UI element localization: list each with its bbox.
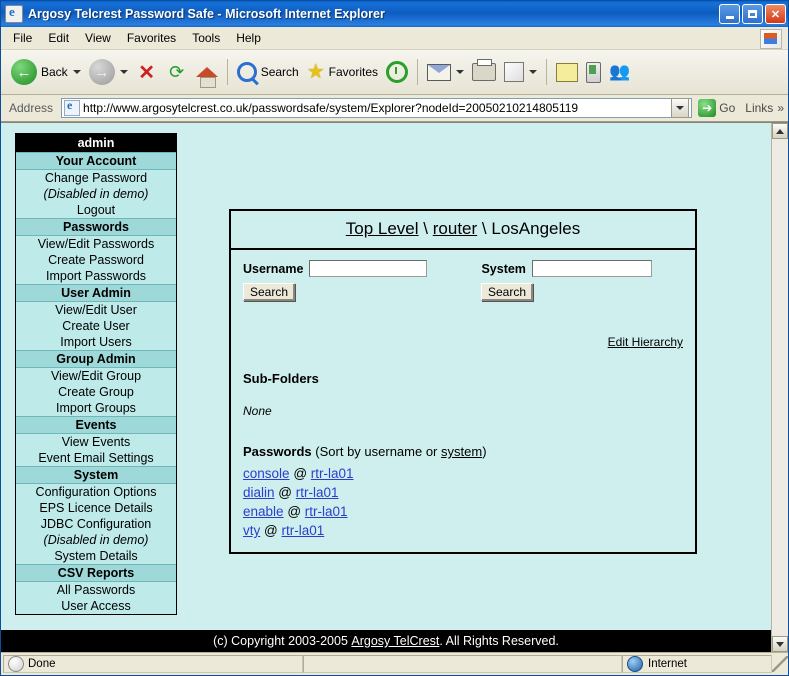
nav-item-view-edit-passwords[interactable]: View/Edit Passwords <box>37 237 155 251</box>
address-input[interactable] <box>61 98 692 118</box>
nav-item-event-email-settings[interactable]: Event Email Settings <box>38 451 154 465</box>
nav-item-view-edit-group[interactable]: View/Edit Group <box>50 369 142 383</box>
notepad-icon <box>556 63 578 82</box>
toolbar-separator-2 <box>417 59 418 85</box>
nav-current-user: admin <box>16 134 176 152</box>
sort-by-system-link[interactable]: system <box>441 444 483 459</box>
nav-item-view-edit-user[interactable]: View/Edit User <box>55 303 137 317</box>
nav-item-system-details[interactable]: System Details <box>54 549 138 563</box>
done-icon <box>8 656 24 672</box>
system-label: System <box>481 261 526 276</box>
menu-item-favorites[interactable]: Favorites <box>126 31 177 45</box>
edit-hierarchy-link[interactable]: Edit Hierarchy <box>607 335 683 349</box>
breadcrumb-item-router[interactable]: router <box>432 219 478 238</box>
home-icon <box>196 67 218 77</box>
mail-button[interactable] <box>423 53 468 91</box>
search-button[interactable] <box>233 53 303 91</box>
messenger-button[interactable] <box>605 53 634 91</box>
password-host-link[interactable]: rtr-la01 <box>304 504 348 519</box>
nav-section-user-admin: User Admin <box>16 284 176 302</box>
history-button[interactable] <box>382 53 412 91</box>
nav-item-import-users[interactable]: Import Users <box>60 335 132 349</box>
favorites-button[interactable] <box>303 53 382 91</box>
nav-item-change-password[interactable]: Change Password <box>44 171 148 185</box>
refresh-icon: ⟳ <box>169 61 185 82</box>
list-item <box>243 483 683 502</box>
edit-page-icon <box>504 62 524 82</box>
password-host-link[interactable]: rtr-la01 <box>295 485 339 500</box>
nav-item-view-events[interactable]: View Events <box>61 435 131 449</box>
page-area <box>1 122 788 652</box>
mail-icon <box>427 64 451 81</box>
search-form-row <box>243 260 683 277</box>
nav-note-jdbc-disabled: (Disabled in demo) <box>43 533 149 547</box>
nav-section-your-account: Your Account <box>16 152 176 170</box>
search-buttons-row <box>243 283 683 301</box>
mobile-device-icon <box>586 62 601 83</box>
ie-document-icon <box>5 5 23 23</box>
stop-button[interactable] <box>132 53 162 91</box>
resize-grip[interactable] <box>772 656 788 672</box>
nav-item-all-passwords[interactable]: All Passwords <box>56 583 136 597</box>
device-button[interactable] <box>582 53 605 91</box>
chevron-down-icon <box>776 642 784 647</box>
scroll-up-button[interactable] <box>772 123 788 139</box>
menu-item-view[interactable]: View <box>85 31 111 45</box>
back-arrow-icon: ← <box>11 59 37 85</box>
menu-bar <box>1 27 788 50</box>
passwords-sort-suffix: ) <box>482 444 487 459</box>
back-button[interactable] <box>7 53 85 91</box>
security-zone-text: Internet <box>648 658 687 670</box>
page-footer <box>1 630 771 652</box>
stop-icon: ✕ <box>138 61 156 84</box>
chevron-up-icon <box>776 129 784 134</box>
argosy-telcrest-link[interactable]: Argosy TelCrest <box>351 634 440 648</box>
back-dropdown-icon[interactable] <box>73 70 81 74</box>
password-user-link[interactable]: console <box>243 466 290 481</box>
list-item <box>243 502 683 521</box>
mail-dropdown-icon[interactable] <box>456 70 464 74</box>
password-user-link[interactable]: vty <box>243 523 261 538</box>
password-user-link[interactable]: dialin <box>243 485 275 500</box>
nav-item-create-group[interactable]: Create Group <box>58 385 134 399</box>
maximize-button[interactable] <box>742 4 763 24</box>
star-icon: ★ <box>306 61 325 83</box>
internet-globe-icon <box>627 656 643 672</box>
toolbar-separator-3 <box>546 59 547 85</box>
forward-dropdown-icon[interactable] <box>120 70 128 74</box>
status-progress-cell <box>303 655 622 673</box>
copyright-prefix: (c) Copyright 2003-2005 <box>213 634 348 648</box>
panel-body <box>231 250 695 552</box>
scroll-down-button[interactable] <box>772 636 788 652</box>
forward-arrow-icon: → <box>89 59 115 85</box>
nav-section-group-admin: Group Admin <box>16 350 176 368</box>
window-title: Argosy Telcrest Password Safe - Microsoft Internet Explorer <box>28 7 385 21</box>
toolbar-separator <box>227 59 228 85</box>
nav-item-jdbc-configuration[interactable]: JDBC Configuration <box>40 517 152 531</box>
history-clock-icon <box>386 61 408 83</box>
forward-button[interactable] <box>85 53 132 91</box>
username-label: Username <box>243 261 304 276</box>
menu-item-tools[interactable]: Tools <box>192 31 221 45</box>
address-bar <box>1 95 788 122</box>
passwords-heading <box>243 444 683 459</box>
refresh-button[interactable] <box>162 53 192 91</box>
nav-section-passwords: Passwords <box>16 218 176 236</box>
password-list <box>243 464 683 540</box>
nav-item-import-groups[interactable]: Import Groups <box>56 401 136 415</box>
go-label: Go <box>719 101 736 115</box>
breadcrumb-separator-2: \ <box>481 219 487 238</box>
nav-item-logout[interactable]: Logout <box>76 203 116 217</box>
breadcrumb-item-top-level[interactable]: Top Level <box>345 219 419 238</box>
go-button[interactable] <box>696 99 741 117</box>
edit-hierarchy-row <box>243 335 683 349</box>
edit-button[interactable] <box>500 53 541 91</box>
title-bar <box>1 1 788 27</box>
status-text: Done <box>28 658 56 670</box>
go-arrow-icon: ➔ <box>698 99 716 117</box>
notepad-button[interactable] <box>552 53 582 91</box>
toolbar <box>1 50 788 95</box>
close-button[interactable]: ✕ <box>765 4 786 24</box>
address-dropdown-button[interactable] <box>671 98 689 118</box>
edit-dropdown-icon[interactable] <box>529 70 537 74</box>
favorites-label: Favorites <box>328 65 379 79</box>
system-input[interactable] <box>532 260 652 277</box>
nav-section-system: System <box>16 466 176 484</box>
nav-item-configuration-options[interactable]: Configuration Options <box>35 485 157 499</box>
toolbar-overflow-icon[interactable]: » <box>777 101 784 115</box>
home-button[interactable] <box>192 53 222 91</box>
menu-item-file[interactable]: File <box>13 31 33 45</box>
sidebar-nav <box>15 133 177 615</box>
minimize-button[interactable] <box>719 4 740 24</box>
scrollbar-track[interactable] <box>772 139 788 636</box>
printer-icon <box>472 63 496 81</box>
breadcrumb-item-current: LosAngeles <box>491 219 581 238</box>
password-user-link[interactable]: enable <box>243 504 284 519</box>
username-input[interactable] <box>309 260 427 277</box>
passwords-sort-prefix: (Sort by username or <box>315 444 438 459</box>
subfolders-heading: Sub-Folders <box>243 371 319 386</box>
status-bar <box>1 652 788 675</box>
nav-item-eps-licence-details[interactable]: EPS Licence Details <box>39 501 153 515</box>
list-item <box>243 521 683 540</box>
password-host-link[interactable]: rtr-la01 <box>281 523 325 538</box>
search-system-button[interactable]: Search <box>481 283 533 301</box>
nav-item-create-password[interactable]: Create Password <box>48 253 144 267</box>
back-label: Back <box>41 65 68 79</box>
security-zone-cell <box>622 655 772 673</box>
nav-item-import-passwords[interactable]: Import Passwords <box>45 269 147 283</box>
at-symbol: @ <box>278 485 293 500</box>
search-label: Search <box>260 65 299 79</box>
menu-item-help[interactable]: Help <box>236 31 261 45</box>
menu-item-edit[interactable]: Edit <box>48 31 70 45</box>
address-label: Address <box>9 101 54 115</box>
breadcrumb-separator-1: \ <box>423 219 429 238</box>
at-symbol: @ <box>293 466 308 481</box>
page-icon <box>64 100 80 116</box>
list-item <box>243 464 683 483</box>
search-username-button[interactable]: Search <box>243 283 295 301</box>
subfolders-empty-text: None <box>243 404 272 418</box>
nav-section-events: Events <box>16 416 176 434</box>
window-controls <box>719 4 786 24</box>
windows-flag-icon <box>760 29 782 49</box>
breadcrumb <box>231 211 695 250</box>
messenger-people-icon: 👥 <box>609 62 631 81</box>
print-button[interactable] <box>468 53 500 91</box>
links-button[interactable]: Links <box>745 101 774 115</box>
at-symbol: @ <box>287 504 302 519</box>
address-url-text: http://www.argosytelcrest.co.uk/passwordsafe/system/Explorer?nodeId=20050210214805119 <box>83 101 579 115</box>
status-message-cell <box>3 655 303 673</box>
password-host-link[interactable]: rtr-la01 <box>310 466 354 481</box>
copyright-suffix: . All Rights Reserved. <box>439 634 559 648</box>
main-panel <box>229 209 697 554</box>
vertical-scrollbar[interactable] <box>771 123 788 652</box>
nav-section-csv-reports: CSV Reports <box>16 564 176 582</box>
at-symbol: @ <box>264 523 278 538</box>
nav-item-create-user[interactable]: Create User <box>62 319 130 333</box>
chevron-down-icon <box>676 106 684 110</box>
search-icon <box>237 62 257 82</box>
nav-note-change-password-disabled: (Disabled in demo) <box>43 187 149 201</box>
passwords-title: Passwords <box>243 444 312 459</box>
nav-item-user-access[interactable]: User Access <box>61 599 131 613</box>
page-content <box>1 123 771 652</box>
